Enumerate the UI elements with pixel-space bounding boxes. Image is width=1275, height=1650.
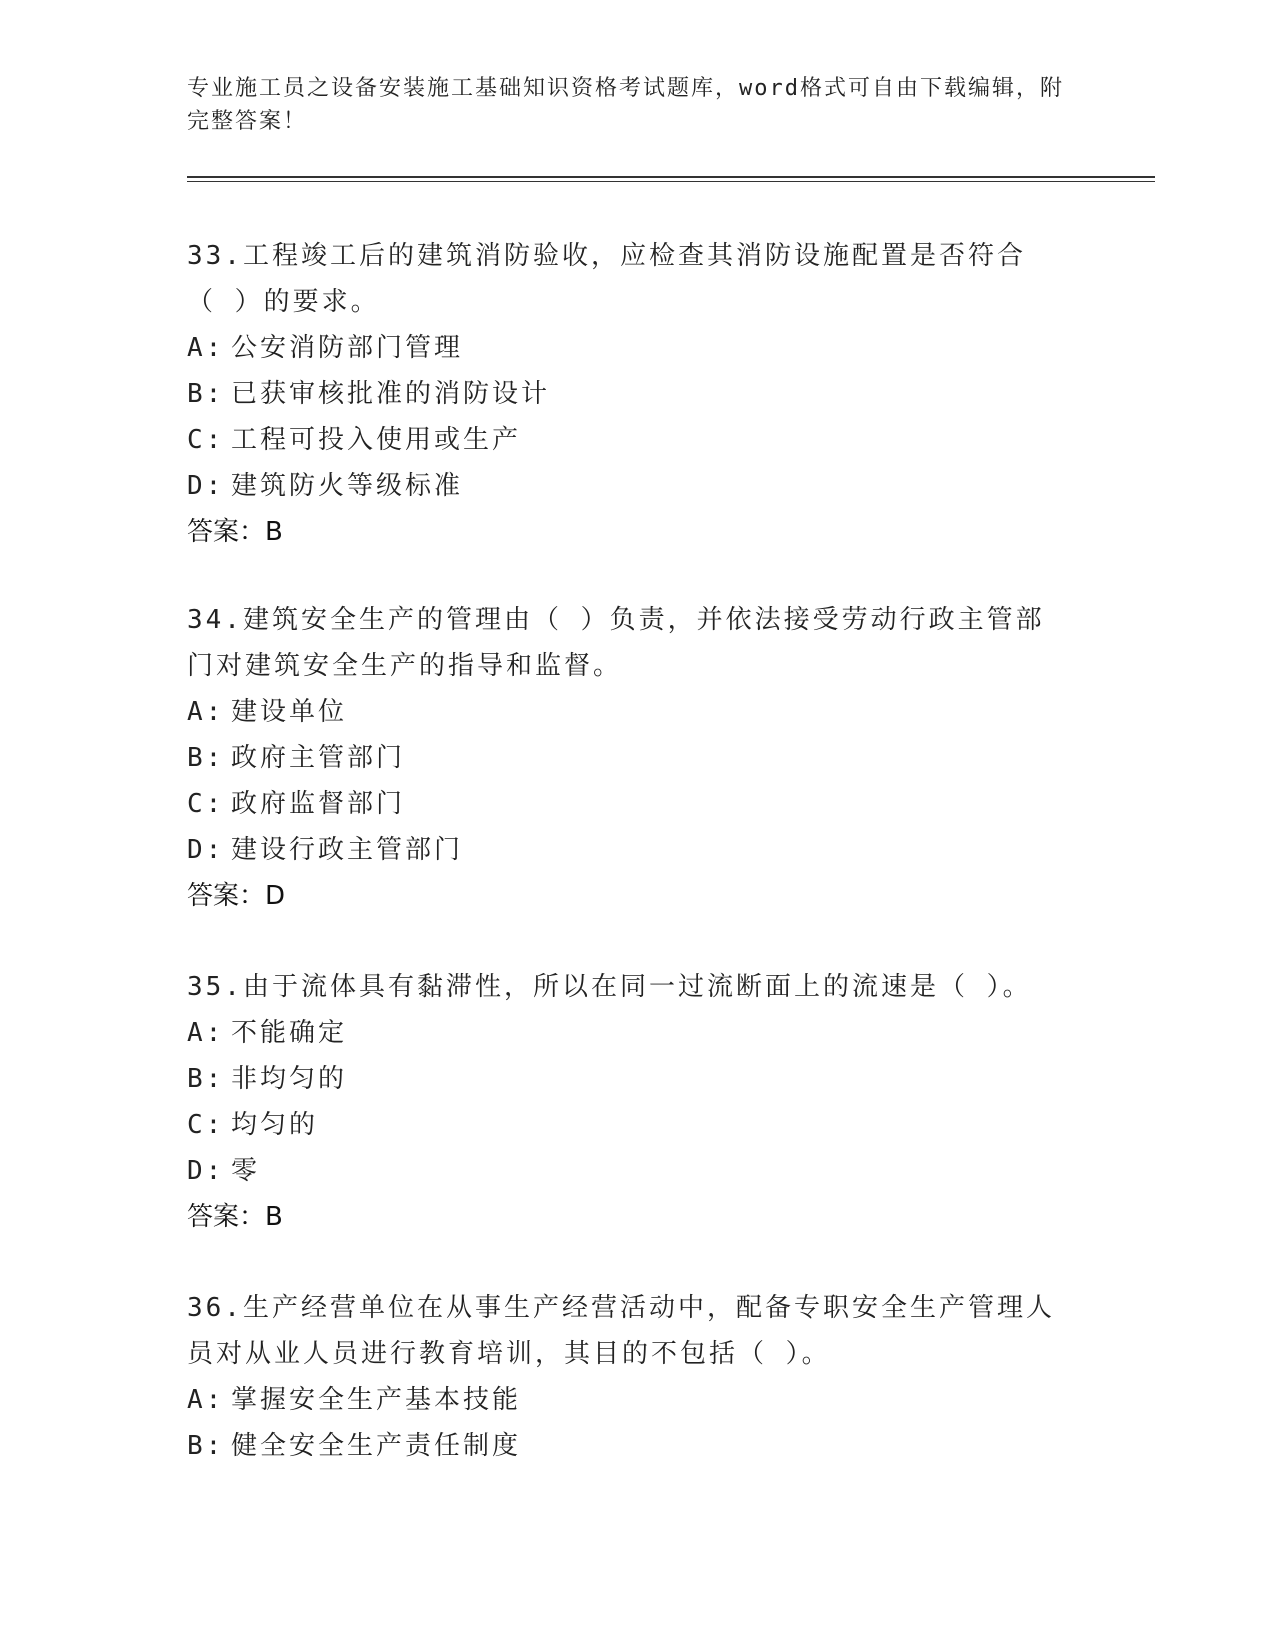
option-text: 掌握安全生产基本技能 <box>231 1385 522 1415</box>
question-stem: 35.由于流体具有黏滞性，所以在同一过流断面上的流速是（ ）。 <box>187 972 1032 1002</box>
option-text: 建筑防火等级标准 <box>231 471 464 501</box>
option-key: A: <box>187 1385 225 1415</box>
option-text: 不能确定 <box>231 1018 348 1048</box>
option-c <box>187 781 1087 827</box>
question-35 <box>187 964 1087 1240</box>
option-a <box>187 1377 1087 1423</box>
option-text: 健全安全生产责任制度 <box>231 1431 522 1461</box>
header-divider-thin <box>187 181 1155 182</box>
option-d <box>187 463 1087 509</box>
option-key: C: <box>187 789 225 819</box>
option-key: A: <box>187 697 225 727</box>
option-text: 政府监督部门 <box>231 789 406 819</box>
option-text: 均匀的 <box>231 1110 319 1140</box>
question-36 <box>187 1285 1087 1469</box>
option-a <box>187 689 1087 735</box>
option-text: 零 <box>231 1156 261 1186</box>
option-a <box>187 325 1087 371</box>
option-b <box>187 371 1087 417</box>
option-key: B: <box>187 743 225 773</box>
answer: 答案：B <box>187 517 283 547</box>
option-b <box>187 1423 1087 1469</box>
option-key: D: <box>187 471 225 501</box>
answer: 答案：D <box>187 881 286 911</box>
header-divider-thick <box>187 176 1155 178</box>
option-text: 建设单位 <box>231 697 348 727</box>
option-text: 政府主管部门 <box>231 743 406 773</box>
option-key: D: <box>187 835 225 865</box>
option-text: 建设行政主管部门 <box>231 835 464 865</box>
question-34 <box>187 597 1087 919</box>
option-text: 公安消防部门管理 <box>231 333 464 363</box>
answer: 答案：B <box>187 1202 283 1232</box>
option-text: 已获审核批准的消防设计 <box>231 379 551 409</box>
option-text: 工程可投入使用或生产 <box>231 425 522 455</box>
option-a <box>187 1010 1087 1056</box>
question-stem: 33.工程竣工后的建筑消防验收，应检查其消防设施配置是否符合（ ）的要求。 <box>187 241 1026 317</box>
option-b <box>187 735 1087 781</box>
option-text: 非均匀的 <box>231 1064 348 1094</box>
option-key: D: <box>187 1156 225 1186</box>
option-c <box>187 1102 1087 1148</box>
question-33 <box>187 233 1087 555</box>
option-key: C: <box>187 1110 225 1140</box>
option-d <box>187 827 1087 873</box>
option-key: B: <box>187 379 225 409</box>
option-c <box>187 417 1087 463</box>
question-stem: 36.生产经营单位在从事生产经营活动中，配备专职安全生产管理人员对从业人员进行教育培训，其目的不包括（ ）。 <box>187 1293 1055 1369</box>
question-stem: 34.建筑安全生产的管理由（ ）负责，并依法接受劳动行政主管部门对建筑安全生产的指导和监督。 <box>187 605 1045 681</box>
option-b <box>187 1056 1087 1102</box>
option-key: A: <box>187 1018 225 1048</box>
option-key: C: <box>187 425 225 455</box>
option-d <box>187 1148 1087 1194</box>
document-header: 专业施工员之设备安装施工基础知识资格考试题库，word格式可自由下载编辑，附完整答案！ <box>187 76 1064 134</box>
option-key: B: <box>187 1064 225 1094</box>
option-key: A: <box>187 333 225 363</box>
option-key: B: <box>187 1431 225 1461</box>
